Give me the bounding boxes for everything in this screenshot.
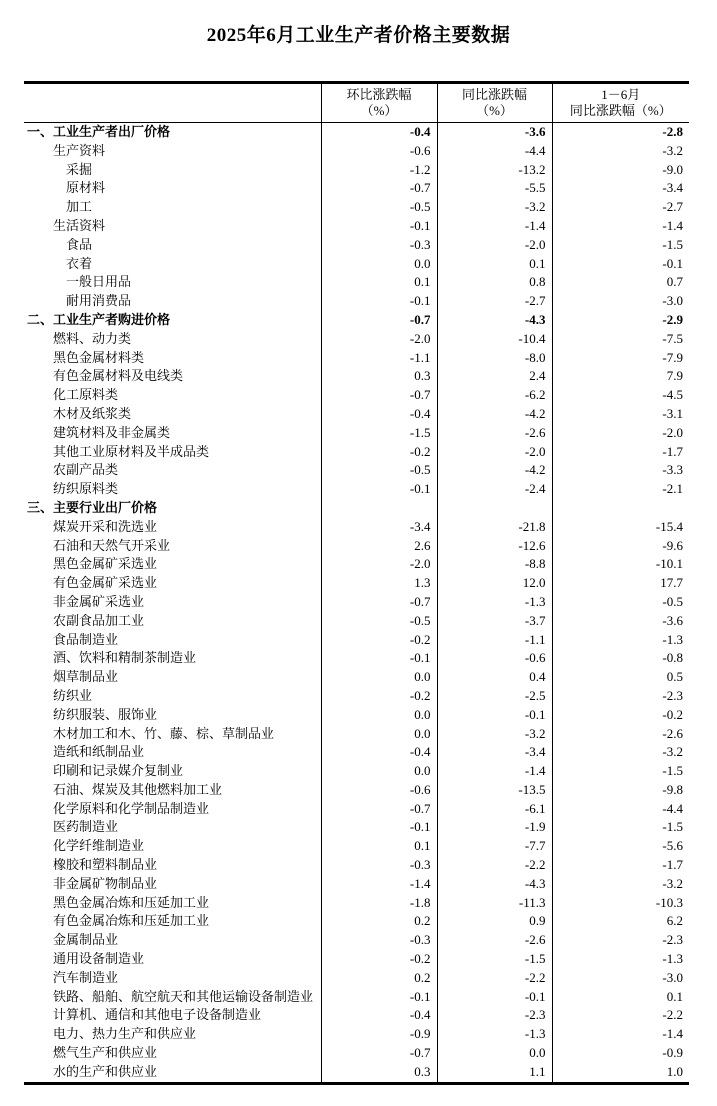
table-row [24,1063,689,1083]
mom-value: 0.0 [321,762,437,781]
table-row [24,217,689,236]
ytd-value: 7.9 [552,367,689,386]
mom-value: 0.0 [321,255,437,274]
table-row [24,706,689,725]
row-label: 纺织原料类 [53,481,119,497]
ytd-value: -2.7 [552,198,689,217]
table-row [24,330,689,349]
ytd-value: -10.3 [552,894,689,913]
ytd-value: -4.5 [552,386,689,405]
mom-value: -3.4 [321,518,437,537]
row-label: 加工 [66,199,93,215]
row-label: 印刷和记录媒介复制业 [53,763,184,779]
table-row [24,988,689,1007]
ytd-value: 1.0 [552,1063,689,1083]
column-header-mom-line2: （%） [360,103,398,118]
table-row [24,649,689,668]
row-label: 通用设备制造业 [53,951,145,967]
mom-value: -0.7 [321,311,437,330]
table-row [24,762,689,781]
row-label: 一、工业生产者出厂价格 [27,124,171,139]
ytd-value: -0.9 [552,1044,689,1063]
mom-value: -0.1 [321,818,437,837]
row-label: 铁路、船舶、航空航天和其他运输设备制造业 [53,988,314,1004]
ytd-value: -3.1 [552,405,689,424]
ytd-value: -0.5 [552,593,689,612]
column-header-mom-line1: 环比涨跌幅 [346,87,412,102]
header-row [24,83,689,123]
mom-value: -0.7 [321,179,437,198]
ytd-value: -2.1 [552,480,689,499]
mom-value [321,499,437,518]
ytd-value: 0.1 [552,988,689,1007]
mom-value: 0.2 [321,912,437,931]
yoy-value: -13.5 [437,781,552,800]
table-row [24,837,689,856]
row-label: 采掘 [66,161,93,177]
table-row [24,424,689,443]
row-label: 建筑材料及非金属类 [53,424,171,440]
table-row [24,273,689,292]
yoy-value: -7.7 [437,837,552,856]
row-label: 其他工业原材料及半成品类 [53,443,210,459]
mom-value: 0.1 [321,837,437,856]
ytd-value: -4.4 [552,800,689,819]
ytd-value: -3.0 [552,969,689,988]
mom-value: -0.7 [321,386,437,405]
row-label: 纺织业 [53,687,93,703]
mom-value: -0.4 [321,405,437,424]
mom-value: -0.9 [321,1025,437,1044]
mom-value: -0.4 [321,743,437,762]
row-label: 石油、煤炭及其他燃料加工业 [53,781,223,797]
table-row [24,1044,689,1063]
table-row [24,593,689,612]
mom-value: -0.7 [321,593,437,612]
yoy-value: -13.2 [437,161,552,180]
table-row [24,537,689,556]
yoy-value: -6.2 [437,386,552,405]
mom-value: -0.1 [321,649,437,668]
column-header-mom [321,83,437,123]
row-label: 燃气生产和供应业 [53,1045,158,1061]
mom-value: -0.2 [321,443,437,462]
table-row [24,499,689,518]
table-row [24,668,689,687]
ytd-value: 17.7 [552,574,689,593]
mom-value: -2.0 [321,555,437,574]
ytd-value: -2.9 [552,311,689,330]
ytd-value: -2.3 [552,687,689,706]
table-row [24,743,689,762]
mom-value: -1.1 [321,349,437,368]
mom-value: -1.5 [321,424,437,443]
row-label: 黑色金属材料类 [53,349,145,365]
column-header-ytd [552,83,689,123]
row-label: 电力、热力生产和供应业 [53,1026,197,1042]
ytd-value: -0.8 [552,649,689,668]
yoy-value: -1.5 [437,950,552,969]
row-label: 木材加工和木、竹、藤、棕、草制品业 [53,725,275,741]
mom-value: 0.3 [321,367,437,386]
mom-value: -0.2 [321,950,437,969]
mom-value: 1.3 [321,574,437,593]
table-row [24,555,689,574]
row-label: 黑色金属冶炼和压延加工业 [53,894,210,910]
yoy-value: -2.0 [437,236,552,255]
row-label: 燃料、动力类 [53,330,132,346]
ytd-value: -5.6 [552,837,689,856]
yoy-value: -0.1 [437,706,552,725]
ytd-value: -2.6 [552,725,689,744]
table-row [24,142,689,161]
row-label: 非金属矿物制品业 [53,875,158,891]
mom-value: -0.5 [321,198,437,217]
row-label: 农副产品类 [53,462,119,478]
row-label: 煤炭开采和洗选业 [53,518,158,534]
row-label: 耐用消费品 [66,293,132,309]
mom-value: -0.5 [321,461,437,480]
mom-value: 2.6 [321,537,437,556]
row-label: 酒、饮料和精制茶制造业 [53,650,197,666]
row-label: 金属制品业 [53,932,119,948]
table-row [24,311,689,330]
mom-value: -0.7 [321,1044,437,1063]
mom-value: 0.2 [321,969,437,988]
yoy-value: -2.7 [437,292,552,311]
mom-value: -0.3 [321,236,437,255]
ytd-value: -3.4 [552,179,689,198]
row-label: 水的生产和供应业 [53,1063,158,1079]
table-row [24,1006,689,1025]
yoy-value: -3.7 [437,612,552,631]
row-label: 食品制造业 [53,631,119,647]
mom-value: -0.5 [321,612,437,631]
ytd-value: -3.2 [552,743,689,762]
ytd-value: -0.1 [552,255,689,274]
ytd-value: -9.8 [552,781,689,800]
yoy-value: -8.8 [437,555,552,574]
table-row [24,687,689,706]
yoy-value: -6.1 [437,800,552,819]
yoy-value: 0.9 [437,912,552,931]
row-label: 有色金属冶炼和压延加工业 [53,913,210,929]
ytd-value: 6.2 [552,912,689,931]
table-row [24,950,689,969]
column-header-ytd-line1: 1－6月 [601,87,641,102]
yoy-value: -4.4 [437,142,552,161]
yoy-value: -1.4 [437,762,552,781]
yoy-value: -0.1 [437,988,552,1007]
ytd-value: -1.4 [552,217,689,236]
yoy-value: -0.6 [437,649,552,668]
ytd-value: -1.4 [552,1025,689,1044]
table-row [24,236,689,255]
column-header-ytd-line2: 同比涨跌幅（%） [569,103,672,118]
row-label: 造纸和纸制品业 [53,744,145,760]
yoy-value: -1.3 [437,1025,552,1044]
yoy-value: -3.6 [437,123,552,142]
table-row [24,912,689,931]
mom-value: 0.0 [321,725,437,744]
ytd-value: 0.7 [552,273,689,292]
mom-value: -0.2 [321,631,437,650]
ytd-value: -9.0 [552,161,689,180]
ytd-value [552,499,689,518]
row-label: 医药制造业 [53,819,119,835]
yoy-value: -2.4 [437,480,552,499]
mom-value: -0.3 [321,931,437,950]
column-header-yoy [437,83,552,123]
mom-value: -0.1 [321,988,437,1007]
mom-value: -0.2 [321,687,437,706]
ytd-value: -15.4 [552,518,689,537]
column-header-yoy-line2: （%） [476,103,513,118]
ytd-value: -1.5 [552,762,689,781]
yoy-value: -1.9 [437,818,552,837]
row-label: 有色金属材料及电线类 [53,368,184,384]
mom-value: 0.0 [321,668,437,687]
yoy-value [437,499,552,518]
yoy-value: -8.0 [437,349,552,368]
ytd-value: -0.2 [552,706,689,725]
ytd-value: -2.2 [552,1006,689,1025]
mom-value: -0.4 [321,1006,437,1025]
row-label: 原材料 [66,180,106,196]
table-row [24,405,689,424]
table-row [24,349,689,368]
table-row [24,631,689,650]
yoy-value: -4.2 [437,405,552,424]
mom-value: -2.0 [321,330,437,349]
table-row [24,1025,689,1044]
table-row [24,894,689,913]
mom-value: -0.6 [321,781,437,800]
yoy-value: -1.1 [437,631,552,650]
table-row [24,367,689,386]
ytd-value: -3.0 [552,292,689,311]
yoy-value: -2.6 [437,424,552,443]
table-row [24,443,689,462]
mom-value: -1.8 [321,894,437,913]
row-label-column-header [24,83,321,123]
ytd-value: -9.6 [552,537,689,556]
ytd-value: 0.5 [552,668,689,687]
ytd-value: -7.5 [552,330,689,349]
table-row [24,574,689,593]
table-row [24,612,689,631]
row-label: 生活资料 [53,217,106,233]
yoy-value: -4.2 [437,461,552,480]
row-label: 生产资料 [53,142,106,158]
ytd-value: -3.2 [552,875,689,894]
yoy-value: 12.0 [437,574,552,593]
table-row [24,255,689,274]
row-label: 木材及纸浆类 [53,405,132,421]
yoy-value: -1.4 [437,217,552,236]
yoy-value: -3.2 [437,725,552,744]
row-label: 一般日用品 [66,274,132,290]
row-label: 二、工业生产者购进价格 [27,311,171,327]
row-label: 汽车制造业 [53,969,119,985]
table-row [24,179,689,198]
yoy-value: -4.3 [437,875,552,894]
mom-value: -0.1 [321,292,437,311]
yoy-value: -12.6 [437,537,552,556]
yoy-value: -2.0 [437,443,552,462]
yoy-value: -2.5 [437,687,552,706]
table-row [24,386,689,405]
ytd-value: -2.3 [552,931,689,950]
yoy-value: 0.0 [437,1044,552,1063]
row-label: 农副食品加工业 [53,612,145,628]
row-label: 纺织服装、服饰业 [53,706,158,722]
table-body [24,123,689,1084]
column-header-yoy-line1: 同比涨跌幅 [461,87,527,102]
row-label: 化工原料类 [53,387,119,403]
yoy-value: -1.3 [437,593,552,612]
ytd-value: -10.1 [552,555,689,574]
row-label: 烟草制品业 [53,669,119,685]
ytd-value: -1.3 [552,631,689,650]
table-row [24,818,689,837]
ytd-value: -3.6 [552,612,689,631]
yoy-value: -5.5 [437,179,552,198]
table-row [24,461,689,480]
yoy-value: -2.3 [437,1006,552,1025]
ytd-value: -3.2 [552,142,689,161]
row-label: 食品 [66,236,93,252]
table-row [24,292,689,311]
table-row [24,518,689,537]
yoy-value: 0.8 [437,273,552,292]
ytd-value: -1.5 [552,236,689,255]
ytd-value: -1.3 [552,950,689,969]
ytd-value: -1.5 [552,818,689,837]
row-label: 衣着 [66,255,93,271]
table-row [24,161,689,180]
mom-value: 0.0 [321,706,437,725]
table-row [24,969,689,988]
mom-value: 0.1 [321,273,437,292]
ytd-value: -1.7 [552,443,689,462]
yoy-value: -4.3 [437,311,552,330]
yoy-value: -2.2 [437,856,552,875]
yoy-value: -11.3 [437,894,552,913]
table-row [24,856,689,875]
table-row [24,931,689,950]
row-label: 化学纤维制造业 [53,838,145,854]
ytd-value: -3.3 [552,461,689,480]
table-row [24,198,689,217]
table-row [24,800,689,819]
table-row [24,123,689,142]
yoy-value: 0.4 [437,668,552,687]
mom-value: 0.3 [321,1063,437,1083]
row-label: 石油和天然气开采业 [53,537,171,553]
row-label: 计算机、通信和其他电子设备制造业 [53,1007,262,1023]
mom-value: -0.1 [321,480,437,499]
yoy-value: 0.1 [437,255,552,274]
mom-value: -1.4 [321,875,437,894]
row-label: 三、主要行业出厂价格 [27,499,158,515]
row-label: 有色金属矿采选业 [53,575,158,591]
ppi-data-table [24,81,689,1085]
yoy-value: -2.6 [437,931,552,950]
row-label: 非金属矿采选业 [53,593,145,609]
yoy-value: -3.2 [437,198,552,217]
yoy-value: -2.2 [437,969,552,988]
table-row [24,875,689,894]
mom-value: -1.2 [321,161,437,180]
ytd-value: -7.9 [552,349,689,368]
row-label: 橡胶和塑料制品业 [53,857,158,873]
yoy-value: -21.8 [437,518,552,537]
page-title: 2025年6月工业生产者价格主要数据 [206,25,511,46]
yoy-value: -3.4 [437,743,552,762]
yoy-value: 1.1 [437,1063,552,1083]
mom-value: -0.7 [321,800,437,819]
ytd-value: -2.8 [552,123,689,142]
row-label: 黑色金属矿采选业 [53,556,158,572]
mom-value: -0.1 [321,217,437,236]
table-row [24,480,689,499]
mom-value: -0.6 [321,142,437,161]
mom-value: -0.4 [321,123,437,142]
table-row [24,725,689,744]
ytd-value: -1.7 [552,856,689,875]
yoy-value: -10.4 [437,330,552,349]
table-row [24,781,689,800]
yoy-value: 2.4 [437,367,552,386]
ytd-value: -2.0 [552,424,689,443]
mom-value: -0.3 [321,856,437,875]
row-label: 化学原料和化学制品制造业 [53,800,210,816]
